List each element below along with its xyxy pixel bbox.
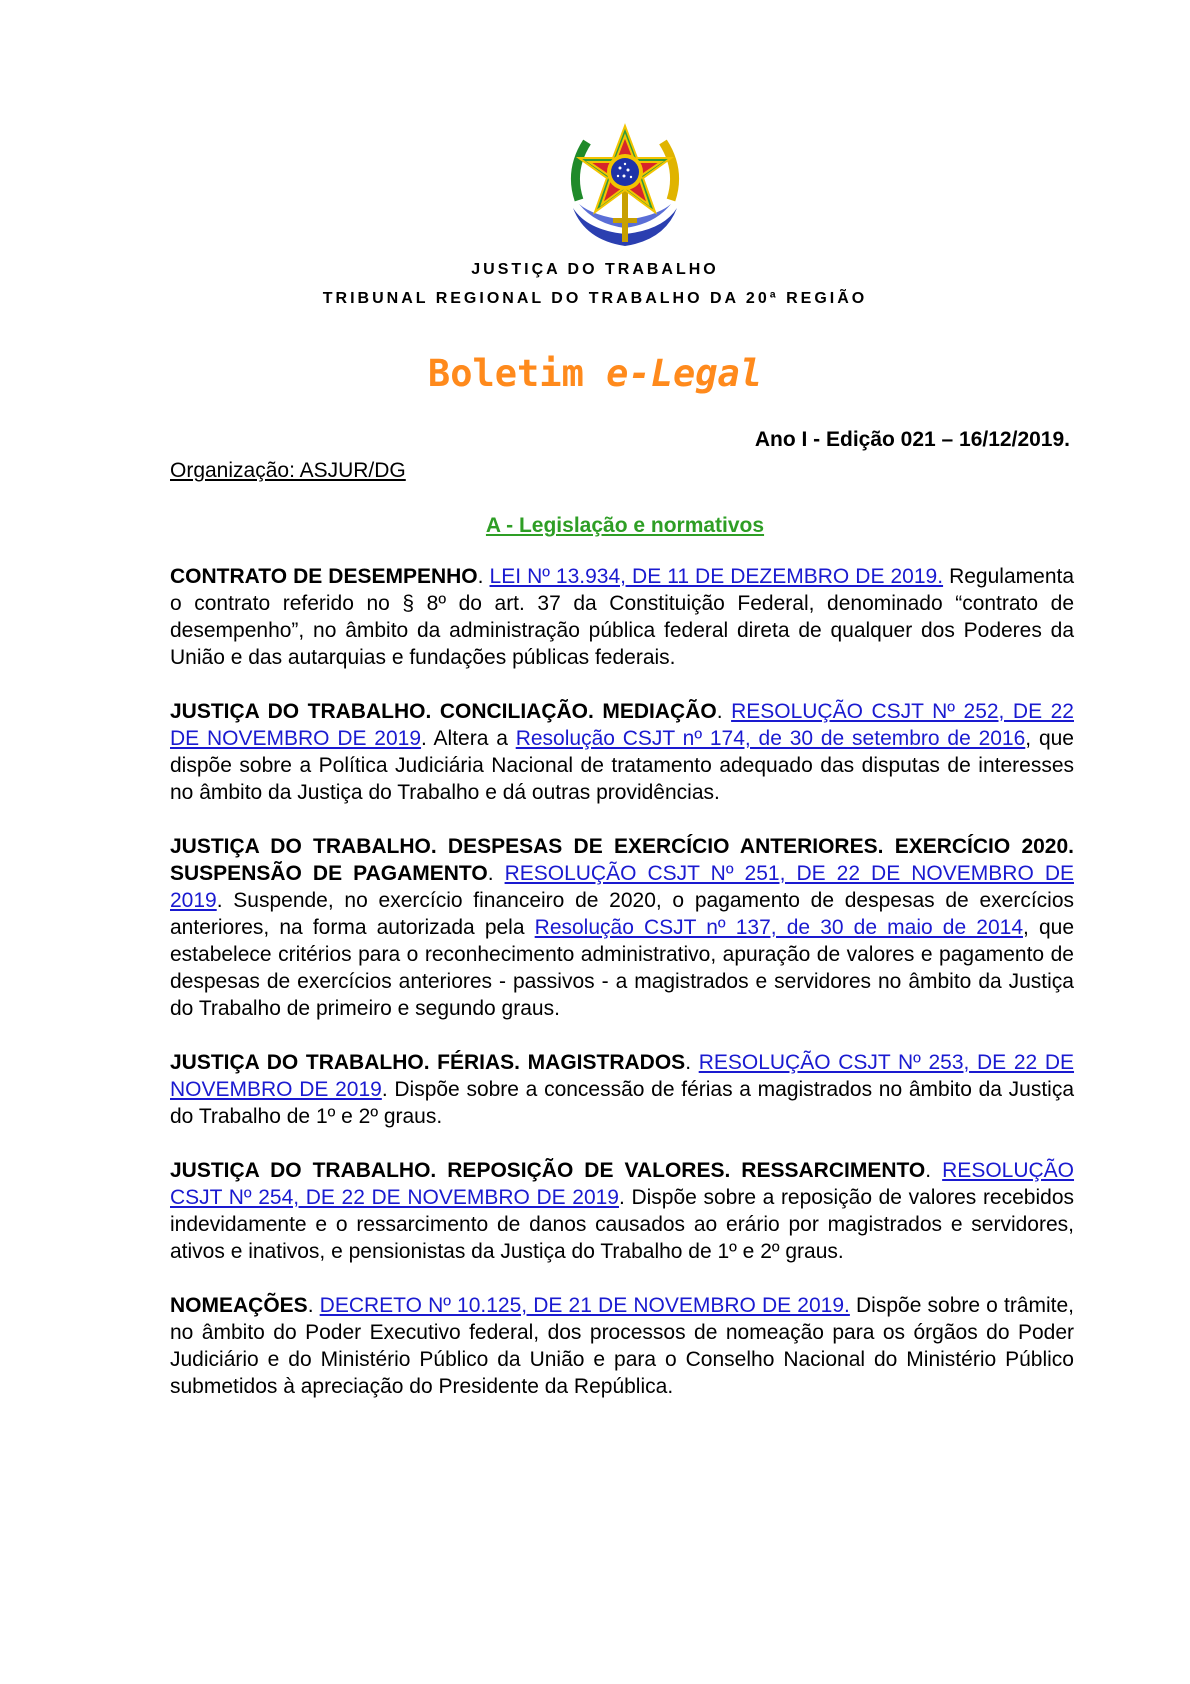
brazil-coat-of-arms-icon (565, 120, 685, 252)
entry-heading: JUSTIÇA DO TRABALHO. DESPESAS DE EXERCÍCIO ANTERIORES. EXERCÍCIO 2020. SUSPENSÃO DE PAGAMENTO (170, 835, 1074, 885)
entry-separator: . (307, 1294, 320, 1317)
entry-separator: . (925, 1159, 943, 1182)
entry-text: , que dispõe sobre a Política Judiciária Nacional de tratamento adequado das disputas de interesses no âmbito da Justiça do Trabalho e dá outras providências. (170, 727, 1074, 804)
entry-link[interactable]: LEI Nº 13.934, DE 11 DE DEZEMBRO DE 2019. (489, 565, 944, 588)
entry-link-secondary[interactable]: Resolução CSJT nº 137, de 30 de maio de 2014 (534, 916, 1023, 939)
entry-text: Dispõe sobre o trâmite, no âmbito do Poder Executivo federal, dos processos de nomeação para os órgãos do Poder Judiciário e do Ministério Público da União e para o Conselho Nacional do Ministério Público submetidos à apreciação do Presidente da República. (170, 1294, 1075, 1398)
header-line-2: TRIBUNAL REGIONAL DO TRABALHO DA 20ª REGIÃO (322, 290, 868, 307)
entry-link[interactable]: DECRETO Nº 10.125, DE 21 DE NOVEMBRO DE 2019. (319, 1294, 850, 1317)
entry-text: . Suspende, no exercício financeiro de 2020, o pagamento de despesas de exercícios anteriores, na forma autorizada pela (170, 889, 1074, 939)
entry-text: Regulamenta o contrato referido no § 8º do art. 37 da Constituição Federal, denominado “contrato de desempenho”, no âmbito da administração pública federal direta de qualquer dos Poderes da União e das autarquias e fundações públicas federais. (170, 565, 1075, 669)
entry-link[interactable]: RESOLUÇÃO CSJT Nº 253, DE 22 DE NOVEMBRO DE 2019 (170, 1051, 1075, 1101)
entry-heading: JUSTIÇA DO TRABALHO. REPOSIÇÃO DE VALORES. RESSARCIMENTO (170, 1159, 926, 1182)
entry (170, 1049, 1074, 1130)
bulletin-title-part-2: e-Legal (606, 352, 763, 395)
section-title: A - Legislação e normativos (485, 514, 765, 537)
entry-separator: . (477, 565, 490, 588)
entry-separator: . (685, 1051, 699, 1074)
entry (170, 833, 1074, 1022)
bulletin-title (0, 352, 1190, 395)
entry-separator: . (716, 700, 732, 723)
entry-text: , que estabelece critérios para o reconhecimento administrativo, apuração de valores e pagamento de despesas de exercícios anteriores - passivos - a magistrados e servidores no âmbito da Justiça do Trabalho de primeiro e segundo graus. (170, 916, 1074, 1020)
organization-line: Organização: ASJUR/DG (170, 459, 406, 482)
header-line-1: JUSTIÇA DO TRABALHO (471, 261, 719, 278)
entry-heading: NOMEAÇÕES (170, 1294, 308, 1317)
entry-link[interactable]: RESOLUÇÃO CSJT Nº 254, DE 22 DE NOVEMBRO DE 2019 (170, 1159, 1075, 1209)
entry-text: . Altera a (421, 727, 516, 750)
entry (170, 1292, 1074, 1400)
entry-heading: JUSTIÇA DO TRABALHO. FÉRIAS. MAGISTRADOS (170, 1051, 686, 1074)
entry-link[interactable]: RESOLUÇÃO CSJT Nº 251, DE 22 DE NOVEMBRO DE 2019 (170, 862, 1074, 912)
entry-text: . Dispõe sobre a reposição de valores recebidos indevidamente e o ressarcimento de danos causados ao erário por magistrados e servidores, ativos e inativos, e pensionistas da Justiça do Trabalho de 1º e 2º graus. (170, 1186, 1074, 1263)
entry-link-secondary[interactable]: Resolução CSJT nº 174, de 30 de setembro de 2016 (515, 727, 1026, 750)
entry (170, 563, 1074, 671)
entry-link[interactable]: RESOLUÇÃO CSJT Nº 252, DE 22 DE NOVEMBRO DE 2019 (170, 700, 1074, 750)
entry (170, 698, 1074, 806)
entry-heading: JUSTIÇA DO TRABALHO. CONCILIAÇÃO. MEDIAÇÃO (170, 700, 717, 723)
entry-text: . Dispõe sobre a concessão de férias a magistrados no âmbito da Justiça do Trabalho de 1º e 2º graus. (170, 1078, 1075, 1128)
entry-separator: . (487, 862, 505, 885)
entry (170, 1157, 1074, 1265)
entries-list (170, 563, 1074, 1427)
bulletin-title-part-1: Boletim (427, 352, 607, 395)
entry-heading: CONTRATO DE DESEMPENHO (170, 565, 478, 588)
edition-line: Ano I - Edição 021 – 16/12/2019. (754, 428, 1070, 451)
